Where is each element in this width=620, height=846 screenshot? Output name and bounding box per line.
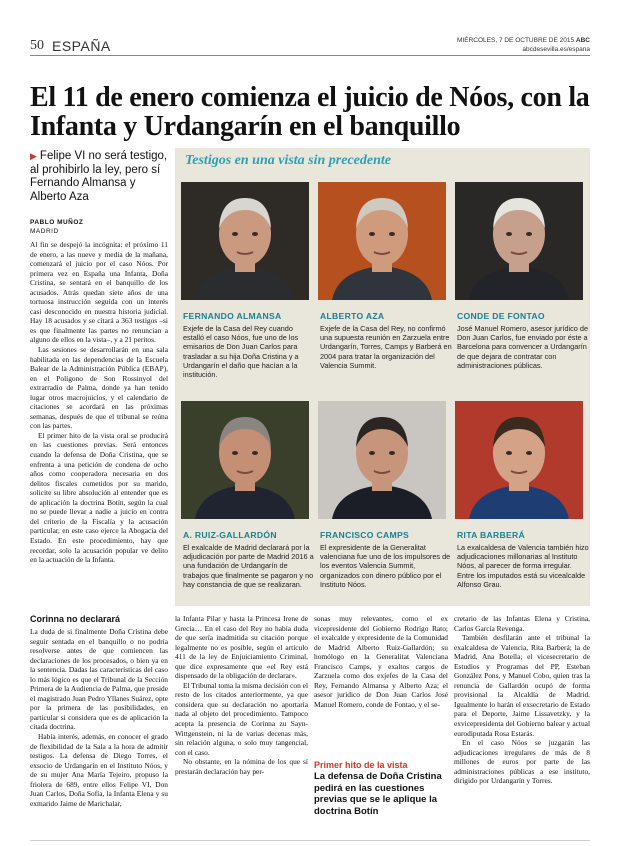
- paragraph: También desfilarán ante el tribunal la exalcaldesa de Valencia, Rita Barberá; la de Madrid, Ana Botella; el vicesecretario de Estudios y Programas del PP, Esteban González Pons, y Manuel Cobo, quien tras la renuncia de Gallardón ocupó de forma provisional la Alcaldía de Madrid. Igualmente lo harán el exsecretario de Estado para el Deporte, Jaime Lissavetzky, y la exvicepresidenta del Gobierno balear y actual eurodiputada Rosa Estarás.: [454, 633, 590, 738]
- witness-name: RITA BARBERÁ: [457, 530, 526, 540]
- lead-text: Felipe VI no será testigo, al prohibirlo la ley, pero sí Fernando Almansa y Alberto Aza: [30, 150, 168, 203]
- portrait-illustration: [318, 401, 446, 519]
- portrait-illustration: [455, 182, 583, 300]
- header-rule: [30, 55, 590, 56]
- page-number: 50: [30, 38, 44, 53]
- pull-quote-kicker: Primer hito de la vista: [314, 760, 408, 770]
- byline-author: PABLO MUÑOZ: [30, 219, 84, 226]
- portrait-eye: [252, 232, 258, 236]
- paragraph: No obstante, en la nómina de los que sí prestarán declaración hay per-: [175, 757, 308, 776]
- footer-rule: [30, 840, 590, 841]
- portrait-eye: [526, 451, 532, 455]
- byline-city: MADRID: [30, 228, 59, 235]
- headline: El 11 de enero comienza el juicio de Nóos, con la Infanta y Urdangarín en el banquillo: [30, 82, 590, 142]
- website: abcdesevilla.es/espana: [522, 46, 590, 53]
- pull-quote-text: La defensa de Doña Cristina pedirá en las cuestiones previas que se le aplique la doctrina Botín: [314, 771, 442, 817]
- paragraph: El primer hito de la vista oral se producirá en las cuestiones previas. Será entonces cuando la defensa de Doña Cristina, que se enfrenta a una petición de condena de ocho años como cooperadora necesaria en dos delitos fiscales cometidos por su marido, solicite su libre absolución al entender que es de aplicación la doctrina Botín, según la cual no se puede llevar a nadie a juicio en contra del criterio de la Fiscalía y la acusación particular, en este caso ejerce la Abogacía del Estado. En este procedimiento, hay que recordar, solo la acusación popular ve delito en la actuación de la Infanta.: [30, 430, 168, 565]
- portrait-eye: [369, 232, 375, 236]
- paragraph: Las sesiones se desarrollarán en una sala habilitada en las dependencias de la Escuela Balear de la Administración Pública (EBAP), en el Polígono de Son Rossinyol del extrarradio de Palma, donde ya han tenido lugar otros macrojuicios, y el calendario de citaciones se acordará en las próximas semanas, después de que el tribunal se reúna con las partes.: [30, 345, 168, 431]
- portrait-eye: [369, 451, 375, 455]
- portrait-illustration: [455, 401, 583, 519]
- witness-name: ALBERTO AZA: [320, 311, 385, 321]
- dateline: [457, 36, 590, 54]
- witness-description: El exalcalde de Madrid declarará por la adjudicación por parte de Madrid 2016 a una fundación de Urdangarín de trabajos que finalmente se pagaron y no hay constancia de que se realizaran.: [183, 543, 314, 589]
- portrait-photo: [455, 182, 583, 300]
- witness-name: FRANCISCO CAMPS: [320, 530, 410, 540]
- witnesses-title: Testigos en una vista sin precedente: [185, 153, 391, 168]
- paragraph: Había interés, además, en conocer el grado de flexibilidad de la Sala a la hora de admitir testigos. La defensa de Diego Torres, el exsocio de Urdangarín en el Instituto Nóos, y de su mujer Ana María Tejeiro, propuso la friolera de 689, entre ellos Felipe VI, Don Juan Carlos, Doña Sofía, la Infanta Elena y su exmarido Jaime de Marichalar,: [30, 732, 168, 808]
- lead-summary: [30, 150, 168, 204]
- portrait-eye: [526, 232, 532, 236]
- witness-description: La exalcaldesa de Valencia también hizo adjudicaciones millonarias al Instituto Nóos, al parecer de forma irregular. Entre los imputados está su vicealcalde Alfonso Grau.: [457, 543, 589, 589]
- portrait-eye: [232, 232, 238, 236]
- article-column-2: [175, 614, 308, 776]
- portrait-eye: [232, 451, 238, 455]
- triangle-bullet-icon: ▶: [30, 151, 37, 161]
- witness-description: Exjefe de la Casa del Rey cuando estalló el caso Nóos, fue uno de los emisarios de Don Juan Carlos para trasladar a su hija Doña Cristina y a Urdangarín el daño que hacían a la institución.: [183, 324, 299, 380]
- portrait-eye: [252, 451, 258, 455]
- portrait-photo: [181, 182, 309, 300]
- article-column-4: [454, 614, 590, 786]
- witness-description: El expresidente de la Generalitat valenciana fue uno de los impulsores de los eventos Valencia Summit, organizados con dinero público por el Instituto Nóos.: [320, 543, 451, 589]
- paragraph: Al fin se despejó la incógnita: el próximo 11 de enero, a las nueve y media de la mañana, comenzará el juicio por el caso Nóos. Por primera vez en España una Infanta, Doña Cristina, se sentará en el banquillo de los acusados. Atrás quedan siete años de una tortuosa instrucción seguida con un interés casi desconocido en nuestra historia judicial. Hay 18 acusados y se citará a 363 testigos –si es que finalmente las partes no renuncian a alguno de ellos en la vista–, y a 21 peritos.: [30, 240, 168, 345]
- article-column-1b: [30, 614, 168, 808]
- portrait-photo: [181, 401, 309, 519]
- section-label: ESPAÑA: [52, 38, 111, 54]
- portrait-illustration: [318, 182, 446, 300]
- portrait-illustration: [181, 401, 309, 519]
- publication-name: ABC: [575, 37, 590, 44]
- witness-name: CONDE DE FONTAO: [457, 311, 545, 321]
- portrait-photo: [318, 182, 446, 300]
- witness-description: José Manuel Romero, asesor jurídico de Don Juan Carlos, fue enviado por éste a Barcelona para convencer a Urdangarín de que dejara de contratar con administraciones públicas.: [457, 324, 589, 370]
- portrait-photo: [455, 401, 583, 519]
- byline: [30, 218, 168, 236]
- portrait-eye: [389, 232, 395, 236]
- witness-name: FERNANDO ALMANSA: [183, 311, 282, 321]
- issue-date: MIÉRCOLES, 7 DE OCTUBRE DE 2015: [457, 37, 575, 44]
- paragraph: La duda de si finalmente Doña Cristina debe seguir sentada en el banquillo o no podría resolverse antes de que comiencen las declaraciones de los procesados, o bien ya en la sentencia. Dadas las características del caso lo más lógico es que el Tribunal de la Sección Primera de la Audiencia de Palma, que preside el magistrado Juan Pedro Yllanes Suárez, opte por la primera de las posibilidades, en particular si considera que es de aplicación la citada doctrina.: [30, 627, 168, 732]
- article-column-1: [30, 240, 168, 565]
- paragraph: la Infanta Pilar y hasta la Princesa Irene de Grecia… En el caso del Rey no había duda de que sería inadmitida su citación porque legalmente no es posible, según el artículo 411 de la ley de Enjuiciamiento Criminal, que dice expresamente que «el Rey está dispensado de la obligación de declarar».: [175, 614, 308, 681]
- portrait-eye: [389, 451, 395, 455]
- witness-description: Exjefe de la Casa del Rey, no confirmó una supuesta reunión en Zarzuela entre Urdangarín, Torres, Camps y Barberá en 2004 para tratar la organización del Valencia Summit.: [320, 324, 452, 370]
- paragraph: El Tribunal toma la misma decisión con el resto de los citados anteriormente, ya que considera que su declaración no aportaría nada al objeto del procedimiento. Tampoco acepta la presencia de Corinna zu Sayn-Wittgenstein, ni la de varias decenas más, sin relación alguna, o solo muy tangencial, con el caso.: [175, 680, 309, 757]
- paragraph: En el caso Nóos se juzgarán las adjudicaciones irregulares de más de 8 millones de euros por parte de las administraciones públicas a ese instituto, dirigido por Urdangarín y Torres.: [454, 738, 590, 786]
- portrait-eye: [506, 451, 512, 455]
- subheading: Corinna no declarará: [30, 614, 121, 624]
- portrait-eye: [506, 232, 512, 236]
- portrait-photo: [318, 401, 446, 519]
- pull-quote: [314, 760, 448, 817]
- paragraph: sonas muy relevantes, como el ex vicepresidente del Gobierno Rodrigo Rato; el exalcalde y expresidente de la Comunidad de Madrid Alberto Ruiz-Gallardón; su homólogo en la Generalitat Valenciana Francisco Camps, y exaltos cargos de Zarzuela como dos exjefes de la Casa del Rey, Fernando Almansa y Alberto Aza; el asesor jurídico de Don Juan Carlos José Manuel Romero, conde de Fontao, y el se-: [314, 614, 448, 709]
- portrait-illustration: [181, 182, 309, 300]
- paragraph: cretario de las Infantas Elena y Cristina, Carlos García Revenga.: [454, 614, 590, 633]
- witness-name: A. RUIZ-GALLARDÓN: [183, 530, 277, 540]
- article-column-3: [314, 614, 448, 709]
